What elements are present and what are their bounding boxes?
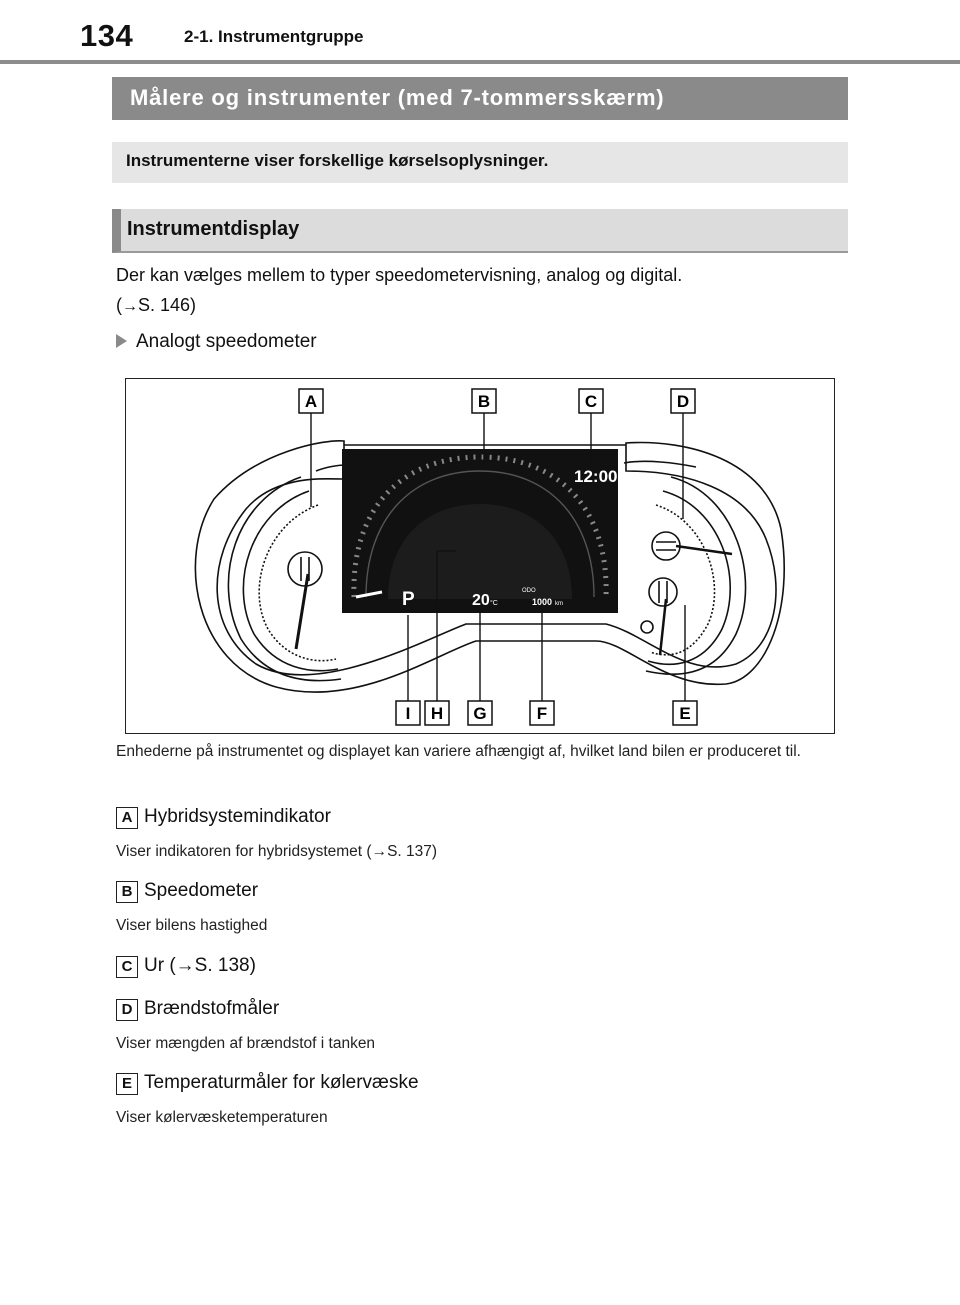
item-c-title — [144, 955, 256, 977]
header-rule — [0, 60, 960, 64]
clock-text: 12:00 — [574, 467, 618, 486]
callout-d: D — [676, 392, 690, 411]
arrow-icon: → — [175, 955, 195, 976]
item-d-title: Brændstofmåler — [144, 998, 280, 1019]
gear-indicator: P — [402, 589, 415, 610]
arrow-icon: → — [371, 843, 388, 860]
callout-h: H — [430, 704, 444, 723]
section-label: 2-1. Instrumentgruppe — [184, 27, 364, 46]
cluster-illustration — [126, 379, 833, 732]
item-e-desc: Viser kølervæsketemperaturen — [116, 1109, 328, 1126]
subheading: Instrumentdisplay — [127, 218, 300, 240]
item-d-desc: Viser mængden af brændstof i tanken — [116, 1035, 376, 1052]
intro-box — [112, 142, 848, 183]
callout-b: B — [477, 392, 491, 411]
page-title-bar — [112, 77, 848, 120]
page-header — [0, 0, 960, 64]
item-c-badge: C — [116, 956, 138, 978]
item-d-badge: D — [116, 999, 138, 1021]
item-c-ref-link[interactable]: S. 138) — [194, 955, 256, 976]
bullet-analog — [116, 331, 317, 353]
paragraph-text: Der kan vælges mellem to typer speedometervisning, analog og digital. — [116, 265, 683, 285]
item-c-title-text: Ur ( — [144, 955, 176, 976]
page-title: Målere og instrumenter (med 7-tommersskærm) — [130, 85, 665, 110]
intro-text: Instrumenterne viser forskellige kørselsoplysninger. — [126, 151, 549, 170]
item-a-desc — [116, 843, 437, 861]
temperature-unit: °C — [490, 600, 498, 607]
item-b-desc: Viser bilens hastighed — [116, 917, 268, 934]
variation-note: Enhederne på instrumentet og displayet kan variere afhængigt af, hvilket land bilen er produceret til. — [116, 743, 801, 760]
callout-g: G — [473, 704, 487, 723]
arrow-icon: → — [122, 298, 138, 315]
page-number: 134 — [80, 18, 134, 53]
temperature-value: 20 — [472, 592, 490, 609]
item-b-title: Speedometer — [144, 880, 259, 901]
paragraph-ref-link[interactable]: S. 146) — [138, 295, 197, 315]
paragraph-ref-open: ( — [116, 295, 122, 315]
item-a-ref-link[interactable]: S. 137) — [387, 843, 438, 860]
triangle-bullet-icon — [116, 334, 127, 348]
subheading-bar — [112, 209, 848, 253]
odometer-value: 1000 — [532, 597, 553, 607]
bullet-label: Analogt speedometer — [136, 331, 317, 352]
body-paragraph — [116, 260, 836, 322]
odo-label: ODO — [522, 588, 536, 594]
item-a-badge: A — [116, 807, 138, 829]
callout-c: C — [584, 392, 598, 411]
odometer-unit: km — [555, 601, 563, 607]
callout-i: I — [405, 704, 411, 723]
item-a-title: Hybridsystemindikator — [144, 806, 331, 827]
instrument-cluster-figure — [125, 378, 835, 734]
item-b-badge: B — [116, 881, 138, 903]
item-e-title: Temperaturmåler for kølervæske — [144, 1072, 419, 1093]
callout-e: E — [679, 704, 691, 723]
item-a-desc-text: Viser indikatoren for hybridsystemet ( — [116, 843, 372, 860]
item-e-badge: E — [116, 1073, 138, 1095]
callout-a: A — [304, 392, 318, 411]
callout-f: F — [536, 704, 548, 723]
